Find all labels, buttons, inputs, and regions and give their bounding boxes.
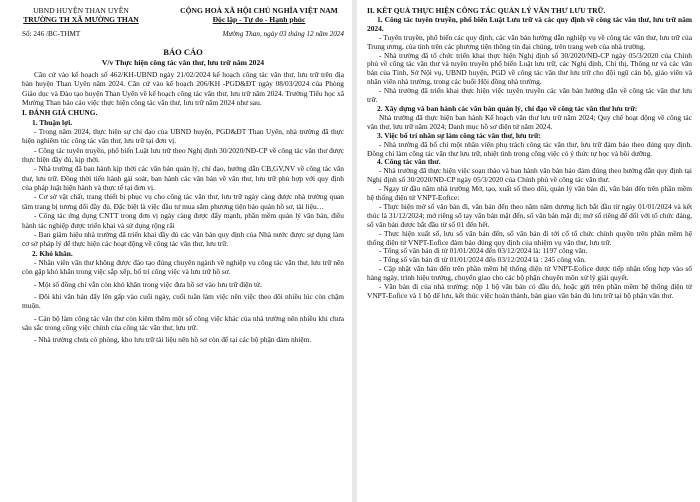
paragraph: - Công tác tuyên truyền, phổ biến Luật lưu trữ theo Nghị định 30/2020/NĐ-CP về công tác văn thư được thực hiện đầy đủ, kịp thời. <box>22 145 344 165</box>
document-date: Mường Than, ngày 03 tháng 12 năm 2024 <box>222 30 344 38</box>
paragraph: - Nhà trường đã ban hành kịp thời các văn bản quản lý, chỉ đạo, hướng dẫn CB,GV,NV về công tác văn thư, lưu trữ. Đồng thời tiến hành gài soát, ban hành các văn bản về văn thư, lưu trữ phù hợp với quy định của pháp luật hiện hành và thực tế tại đơn vị. <box>22 164 344 193</box>
paragraph: - Nhà trường chưa có phòng, kho lưu trữ tài liệu nên hồ sơ còn để tại các bộ phận đảm nhiệm. <box>34 335 312 345</box>
subsection-heading: 2. Xây dựng và ban hành các văn bản quản lý, chỉ đạo về công tác văn thư lưu trữ: <box>377 103 638 113</box>
paragraph: - Thực hiện xuất số, lưu sổ văn bản đến, sổ văn bản đi tới cổ tổ chức chính quyền trên phần mềm hệ thống điện tử VNPT-Eofice đảm bảo đúng quy định của nhiệm vụ văn thư, lưu trữ. <box>367 228 692 247</box>
document-meta <box>22 30 344 38</box>
subsection-heading: 3. Việc bố trí nhân sự làm công tác văn thư, lưu trữ: <box>377 130 541 140</box>
paragraph: - Cơ sở vật chất, trang thiết bị phục vụ cho công tác văn thư, lưu trữ ngày càng được nhà trường quan tâm trang bị tương đối đầy đủ. Đặc biệt là việc đầu tư mua sắm phương tiện bảo quản hồ sơ, tài liệu… <box>22 192 344 211</box>
paragraph: - Nhà trường đã tổ chức triển khai thực hiện Nghị định số 30/2020/NĐ-CP ngày 05/3/2020 của Chính phủ về công tác văn thư và tuyên truyền phổ biến Luật lưu trữ, các Nghị định, Chỉ thị, Thông tư và các văn bản của Tỉnh, Sở Nội vụ, UBND huyện, PGD về công tác văn thư lưu trữ cho đội ngũ cán bộ, giáo viên và nhân viên nhà trường, trong các buổi Hội đồng nhà trường. <box>367 50 692 87</box>
document-number: Số: 246 /BC-THMT <box>22 30 81 38</box>
paragraph: - Tuyên truyền, phổ biến các quy định, các văn bản hướng dẫn nghiệp vụ về công tác văn thư, lưu trữ của Trung ương, của tỉnh trên các phương tiện thông tin đại chúng, trên trang web của nhà trường. <box>367 32 692 51</box>
paragraph: - Trong năm 2024, thực hiện sự chỉ đạo của UBND huyện, PGD&ĐT Than Uyên, nhà trường đã thực hiện nghiêm túc công tác văn thư, lưu trữ tại đơn vị. <box>22 127 344 146</box>
national-block <box>174 6 344 24</box>
paragraph: - Một số đồng chí vẫn còn khó khăn trong việc đưa hồ sơ vào lưu trữ điện tử. <box>34 279 262 289</box>
page-right <box>357 0 700 502</box>
paragraph: - Nhà trường đã triển khai thực hiện việc tuyên truyền các văn bản hướng dẫn về công tác văn thư lưu trữ. <box>367 86 692 105</box>
intro-paragraph: Căn cứ vào kế hoạch số 462/KH-UBND ngày 21/02/2024 kế hoạch công tác văn thư, lưu trữ trên địa bàn huyện Than Uyên năm 2024. Căn cứ vào kế hoạch 206/KH -PGD&ĐT ngày 08/03/2024 của Phòng Giáo dục và Đào tạo huyện Than Uyên về kế hoạch công tác văn thư, lưu trữ năm 2024. Trường Tiểu học xã Mường Than báo cáo việc thực hiện công tác văn thư, lưu trữ năm 2024 như sau. <box>22 70 344 108</box>
agency-name: UBND HUYỆN THAN UYÊN <box>33 6 129 15</box>
subsection-heading: 2. Khó khăn. <box>32 248 73 258</box>
paragraph: - Văn bản đi của nhà trường: nộp 1 bộ văn bản có đầu đỏ, hoặc gửi trên phần mềm hệ thống điện tử VNPT-Eofice và 1 bộ để lưu, kết thúc việc hoàn thành, bàn giao văn bản đủ lưu trữ tại bộ phận văn thư. <box>367 282 692 300</box>
subsection-heading: 1. Công tác tuyên truyền, phổ biến Luật Lưu trữ và các quy định về công tác văn thư, lưu trữ năm 2024. <box>367 14 692 33</box>
paragraph: Nhà trường đã thực hiện ban hành Kế hoạch văn thư lưu trữ năm 2024; Quy chế hoạt động về công tác văn thư, lưu trữ năm 2024; Danh mục hồ sơ điện tử năm 2024. <box>367 112 692 131</box>
section-heading: I. ĐÁNH GIÁ CHUNG. <box>22 108 98 118</box>
paragraph: - Nhân viên văn thư không được đào tạo đúng chuyên ngành về nghiệp vụ công tác văn thư, lưu trữ nên còn gặp khó khăn trong việc sắp xếp, bố trí công việc và lưu trữ hồ sơ. <box>22 257 344 277</box>
motto: Độc lập - Tự do - Hạnh phúc <box>212 15 306 24</box>
issuer-block <box>22 6 140 24</box>
document-header <box>22 6 344 24</box>
paragraph: - Ngay từ đầu năm nhà trường Mở, tạo, xuất số theo dõi, quản lý văn bản đi, văn bản đến trên phần mềm hệ thống điện tử VNPT-Eofice: <box>367 184 692 203</box>
subsection-heading: 4. Công tác văn thư. <box>377 157 441 167</box>
paragraph: - Cán bộ làm công tác văn thư còn kiêm thêm một số công việc khác của nhà trường nên nhiều khi chưa sâu sắc trong công việc chính của công tác văn thư, lưu trữ. <box>22 313 344 332</box>
paragraph: - Nhà trường đã bố chí một nhân viên phụ trách công tác văn thư, lưu trữ đảm bảo theo đúng quy định. Đồng chí làm công tác văn thư lưu trữ, nhiệt tình trong công việc có ý thức tự học và bồi dưỡng. <box>367 139 692 158</box>
paragraph: - Thực hiện mở số văn bản đi, văn bản đến theo năm năm dương lịch bắt đầu từ ngày 01/01/2024 và kết thúc là 31/12/2024; mở riêng số tay văn bản mật đến, số văn bản mật đi; mở số riêng để đối với tổ chức đảng, số văn bản được bắt đầu từ số 01 đến hết. <box>367 201 692 229</box>
paragraph: - Nhà trường đã thực hiện việc soạn thảo và ban hành văn bản bảo đảm đúng theo hướng dẫn quy định tại Nghị định số 30/2020/NĐ-CP ngày 05/3/2020 của Chính phủ về công tác văn thư. <box>367 166 692 185</box>
subsection-heading: 1. Thuận lợi. <box>32 117 73 127</box>
paragraph: - Tổng số văn bản đi từ 01/01/2024 đến 03/12/2024 là: 1197 công văn. <box>379 246 588 256</box>
paragraph: - Đôi khi văn bản đẩy lên gấp vào cuối ngày, cuối tuần làm việc nên việc theo dõi nhiều lúc còn chậm muộn. <box>22 291 344 311</box>
paragraph: - Ban giám hiệu nhà trường đã triển khai đầy đủ các văn bản quy định của Nhà nước được sự dụng làm cơ sở pháp lý để thực hiện các hoạt động về công tác văn thư, lưu trữ. <box>22 229 344 249</box>
nation-name: CỘNG HOÀ XÃ HỘI CHỦ NGHĨA VIỆT NAM <box>180 6 338 15</box>
school-name: TRƯỜNG TH XÃ MƯỜNG THAN <box>23 15 139 24</box>
report-subtitle: V/v Thực hiện công tác văn thư, lưu trữ năm 2024 <box>101 58 265 67</box>
section-heading: II. KẾT QUẢ THỰC HIỆN CÔNG TÁC QUẢN LÝ VĂN THƯ LƯU TRỮ. <box>367 6 606 15</box>
paragraph: - Tổng số văn bản đi từ 01/01/2024 đến 03/12/2024 là : 245 công văn. <box>379 255 586 265</box>
paragraph: - Công tác ứng dụng CNTT trong đơn vị ngày càng được đẩy mạnh, phần mềm quản lý văn bản, điều hành tác nghiệp được triển khai và sử dụng rộng rãi <box>22 211 344 230</box>
report-title: BÁO CÁO <box>163 47 203 57</box>
paragraph: - Cập nhật văn bản đến trên phần mềm hệ thống điện tử VNPT-Eofice được tiếp nhận tổng hợp vào sổ hàng ngày, trình hiệu trưởng, chuyển giao cho các bộ phận chuyên môn xử lý giải quyết. <box>367 264 692 283</box>
